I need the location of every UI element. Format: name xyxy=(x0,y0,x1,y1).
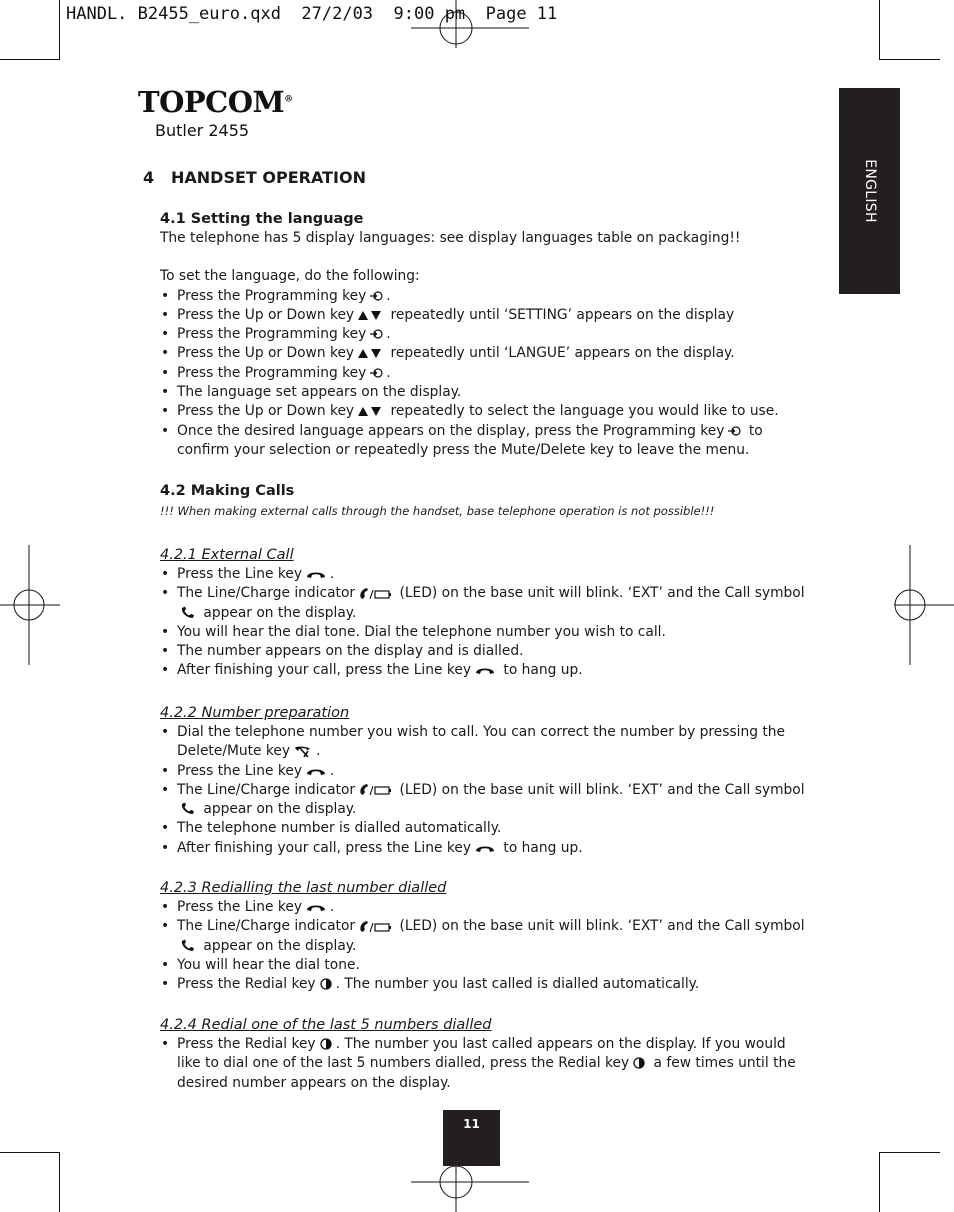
line-key-icon xyxy=(474,843,496,853)
section-4-2-3 xyxy=(160,878,810,994)
subsection-title: 4.2.1 External Call xyxy=(160,547,294,563)
list-item: • Press the Up or Down key repeatedly to select the language you would like to use. xyxy=(160,402,810,421)
subsection-title: 4.2 Making Calls xyxy=(160,483,295,499)
line-key-icon xyxy=(305,766,327,776)
crop-mark xyxy=(880,59,940,60)
registration-mark-right xyxy=(894,545,954,665)
redial-key-icon xyxy=(319,1038,333,1050)
programming-key-icon xyxy=(727,425,741,437)
section-4-2 xyxy=(160,482,810,519)
subsection-title: 4.2.2 Number preparation xyxy=(160,705,350,721)
line-charge-indicator-icon xyxy=(358,587,392,600)
subsection-title: 4.1 Setting the language xyxy=(160,211,364,227)
up-down-arrow-icon xyxy=(357,405,383,417)
call-symbol-icon xyxy=(180,606,196,620)
print-slug: HANDL. B2455_euro.qxd 27/2/03 9:00 pm Page 11 xyxy=(66,4,558,24)
list-item: • Once the desired language appears on the display, press the Programming key to confirm your selection or repeatedly press the Mute/Delete key to leave the menu. xyxy=(160,422,810,461)
list-item: • The telephone number is dialled automatically. xyxy=(160,819,810,838)
redial-key-icon xyxy=(632,1057,646,1069)
step-list xyxy=(160,287,810,461)
list-item: • The Line/Charge indicator (LED) on the base unit will blink. ‘EXT’ and the Call symbol appear on the display. xyxy=(160,584,810,623)
line-key-icon xyxy=(474,665,496,675)
delete-mute-key-icon xyxy=(293,745,313,758)
page-number: 11 xyxy=(443,1110,500,1166)
programming-key-icon xyxy=(369,328,383,340)
list-item: • Press the Up or Down key repeatedly until ‘SETTING’ appears on the display xyxy=(160,306,810,325)
registration-mark-bottom xyxy=(411,1164,529,1212)
language-tab xyxy=(839,88,900,294)
step-list xyxy=(160,898,810,994)
section-title: HANDSET OPERATION xyxy=(171,168,366,187)
crop-mark xyxy=(59,1152,60,1212)
crop-mark xyxy=(59,0,60,60)
list-item: • The number appears on the display and is dialled. xyxy=(160,642,810,661)
section-heading xyxy=(143,168,366,187)
registration-mark-left xyxy=(0,545,60,665)
list-item: • Press the Redial key . The number you last called is dialled automatically. xyxy=(160,975,810,994)
list-item: • The Line/Charge indicator (LED) on the base unit will blink. ‘EXT’ and the Call symbol appear on the display. xyxy=(160,781,810,820)
list-item: • Press the Up or Down key repeatedly until ‘LANGUE’ appears on the display. xyxy=(160,344,810,363)
list-item: • Press the Line key . xyxy=(160,565,810,584)
section-4-2-4 xyxy=(160,1015,810,1093)
call-symbol-icon xyxy=(180,802,196,816)
crop-mark xyxy=(879,1152,880,1212)
redial-key-icon xyxy=(319,978,333,990)
step-list xyxy=(160,1035,810,1093)
up-down-arrow-icon xyxy=(357,347,383,359)
crop-mark xyxy=(880,1152,940,1153)
line-key-icon xyxy=(305,902,327,912)
up-down-arrow-icon xyxy=(357,309,383,321)
list-item: • Press the Programming key . xyxy=(160,325,810,344)
section-4-2-2 xyxy=(160,703,810,858)
brand-logo xyxy=(138,85,293,140)
step-list xyxy=(160,723,810,858)
intro-text: The telephone has 5 display languages: see display languages table on packaging!! xyxy=(160,230,741,246)
crop-mark xyxy=(0,1152,60,1153)
subsection-title: 4.2.3 Redialling the last number dialled xyxy=(160,880,447,896)
section-4-1 xyxy=(160,210,810,460)
step-list xyxy=(160,565,810,681)
call-symbol-icon xyxy=(180,939,196,953)
programming-key-icon xyxy=(369,367,383,379)
lead-text: To set the language, do the following: xyxy=(160,268,420,285)
section-number: 4 xyxy=(143,168,155,187)
list-item: • The Line/Charge indicator (LED) on the base unit will blink. ‘EXT’ and the Call symbol appear on the display. xyxy=(160,917,810,956)
registration-mark-top xyxy=(411,0,529,48)
line-charge-indicator-icon xyxy=(358,783,392,796)
crop-mark xyxy=(0,59,60,60)
line-charge-indicator-icon xyxy=(358,920,392,933)
list-item: • You will hear the dial tone. xyxy=(160,956,810,975)
section-4-2-1 xyxy=(160,545,810,681)
list-item: • The language set appears on the display. xyxy=(160,383,810,402)
list-item: • Press the Programming key . xyxy=(160,287,810,306)
programming-key-icon xyxy=(369,290,383,302)
crop-mark xyxy=(879,0,880,60)
language-tab-label: ENGLISH xyxy=(861,159,878,223)
list-item: • Dial the telephone number you wish to call. You can correct the number by pressing the Delete/Mute key . xyxy=(160,723,810,762)
list-item: • After finishing your call, press the Line key to hang up. xyxy=(160,839,810,858)
line-key-icon xyxy=(305,569,327,579)
list-item: • Press the Redial key . The number you last called appears on the display. If you would like to dial one of the last 5 numbers dialled, press the Redial key a few times until the desired number appears on the display. xyxy=(160,1035,810,1093)
brand-wordmark: TOPCOM® xyxy=(138,85,293,119)
list-item: • Press the Programming key . xyxy=(160,364,810,383)
list-item: • You will hear the dial tone. Dial the telephone number you wish to call. xyxy=(160,623,810,642)
warning-text: !!! When making external calls through the handset, base telephone operation is not possible!!! xyxy=(160,504,715,518)
model-name: Butler 2455 xyxy=(155,121,250,140)
list-item: • Press the Line key . xyxy=(160,898,810,917)
subsection-title: 4.2.4 Redial one of the last 5 numbers dialled xyxy=(160,1017,492,1033)
list-item: • Press the Line key . xyxy=(160,762,810,781)
list-item: • After finishing your call, press the Line key to hang up. xyxy=(160,661,810,680)
